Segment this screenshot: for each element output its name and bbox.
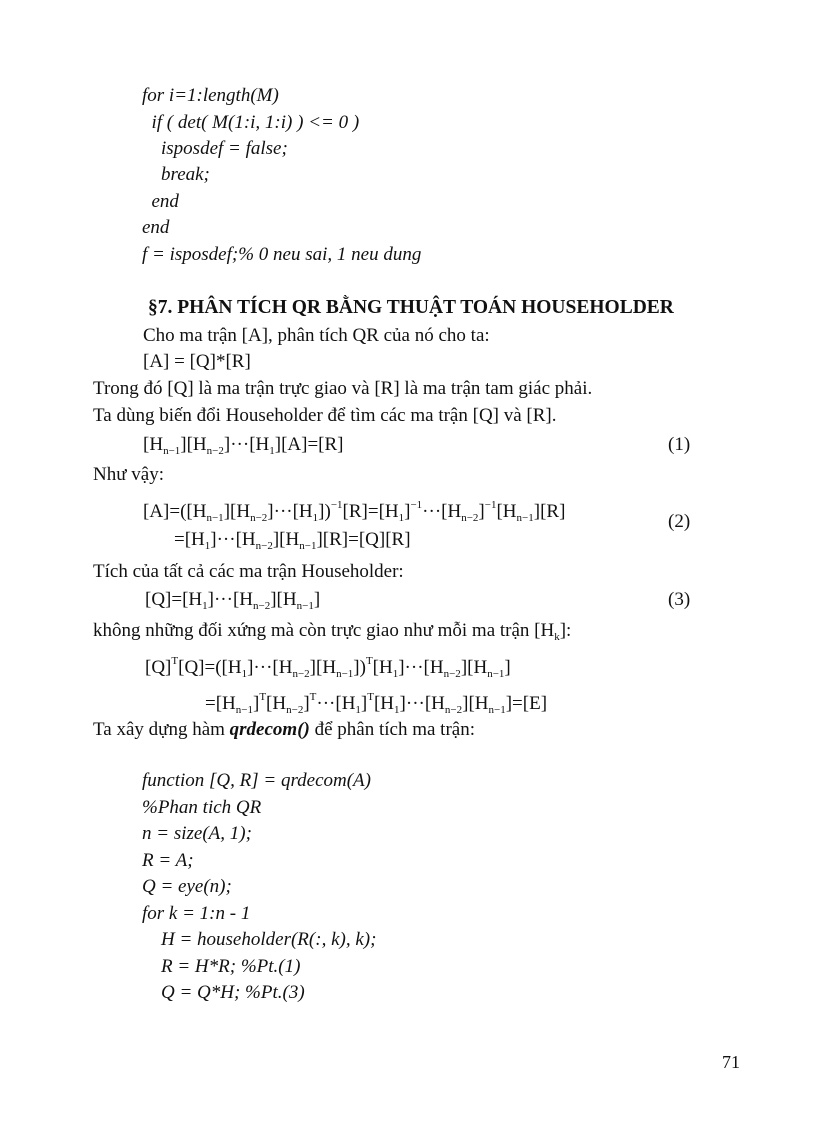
code-line: for k = 1:n - 1 xyxy=(142,903,251,924)
code-line: if ( det( M(1:i, 1:i) ) <= 0 ) xyxy=(142,112,360,133)
code-line: R = H*R; %Pt.(1) xyxy=(142,956,301,977)
code-line: %Phan tich QR xyxy=(142,797,262,818)
equation-number: (1) xyxy=(668,434,691,455)
code-line: Q = eye(n); xyxy=(142,876,232,897)
code-line: f = isposdef;% 0 neu sai, 1 neu dung xyxy=(142,244,422,265)
text-part: ]: xyxy=(559,620,572,641)
equation-number: (3) xyxy=(668,589,691,610)
paragraph xyxy=(93,619,571,649)
paragraph: Ta dùng biến đổi Householder để tìm các ma trận [Q] và [R]. xyxy=(93,405,557,426)
code-line: Q = Q*H; %Pt.(3) xyxy=(142,982,305,1003)
function-name: qrdecom() xyxy=(229,719,310,740)
code-line: end xyxy=(142,191,179,212)
paragraph: Trong đó [Q] là ma trận trực giao và [R] là ma trận tam giác phải. xyxy=(93,378,593,399)
code-line: R = A; xyxy=(142,850,194,871)
code-line: for i=1:length(M) xyxy=(142,85,279,106)
paragraph: Như vậy: xyxy=(93,464,164,485)
paragraph: Tích của tất cả các ma trận Householder: xyxy=(93,561,404,582)
code-line: function [Q, R] = qrdecom(A) xyxy=(142,770,371,791)
equation-orthogonal-line-2: $=[H_{n-1}]^T[H_{n-2}]^T\cdot\cdot\cdot[H_1]^T[H_1]\cdot\cdot\cdot[H_{n-2}][H_{n-1}]=[E]$ xyxy=(205,691,548,716)
equation-3: $[Q]=[H_1]\cdot\cdot\cdot[H_{n-2}][H_{n-1}]$ xyxy=(145,589,321,612)
page-number: 71 xyxy=(722,1052,740,1072)
code-line: H = householder(R(:, k), k); xyxy=(142,929,377,950)
equation-2-line-1: $[A]=([H_{n-1}][H_{n-2}]\cdot\cdot\cdot[H_1])^{-1}[R]=[H_1]^{-1}\cdot\cdot\cdot[H_{n-2}]^{-1}[H_{n-1}][R]$ xyxy=(143,499,566,524)
equation-1: $[H_{n-1}][H_{n-2}]\cdot\cdot\cdot[H_1][A]=[R]$ xyxy=(143,434,344,457)
equation-2-line-2: $=[H_1]\cdot\cdot\cdot[H_{n-2}][H_{n-1}][R]=[Q][R]$ xyxy=(174,529,411,552)
intro-text: Cho ma trận [A], phân tích QR của nó cho ta: xyxy=(143,325,490,346)
text-part: để phân tích ma trận: xyxy=(309,719,475,740)
text-subscript: k xyxy=(554,631,560,643)
section-title: §7. PHÂN TÍCH QR BẰNG THUẬT TOÁN HOUSEHOLDER xyxy=(148,297,674,318)
paragraph xyxy=(93,718,475,742)
equation-orthogonal-line-1: $[Q]^T[Q]=([H_1]\cdot\cdot\cdot[H_{n-2}][H_{n-1}])^T[H_1]\cdot\cdot\cdot[H_{n-2}][H_{n-1}]$ xyxy=(145,655,511,680)
text-part: Ta xây dựng hàm xyxy=(93,719,230,740)
formula-main: [A] = [Q]*[R] xyxy=(143,351,251,372)
equation-number: (2) xyxy=(668,511,691,532)
code-line: end xyxy=(142,217,170,238)
code-line: n = size(A, 1); xyxy=(142,823,252,844)
code-line: isposdef = false; xyxy=(142,138,288,159)
text-part: không những đối xứng mà còn trực giao như mỗi ma trận [H xyxy=(93,620,555,641)
code-line: break; xyxy=(142,164,210,185)
